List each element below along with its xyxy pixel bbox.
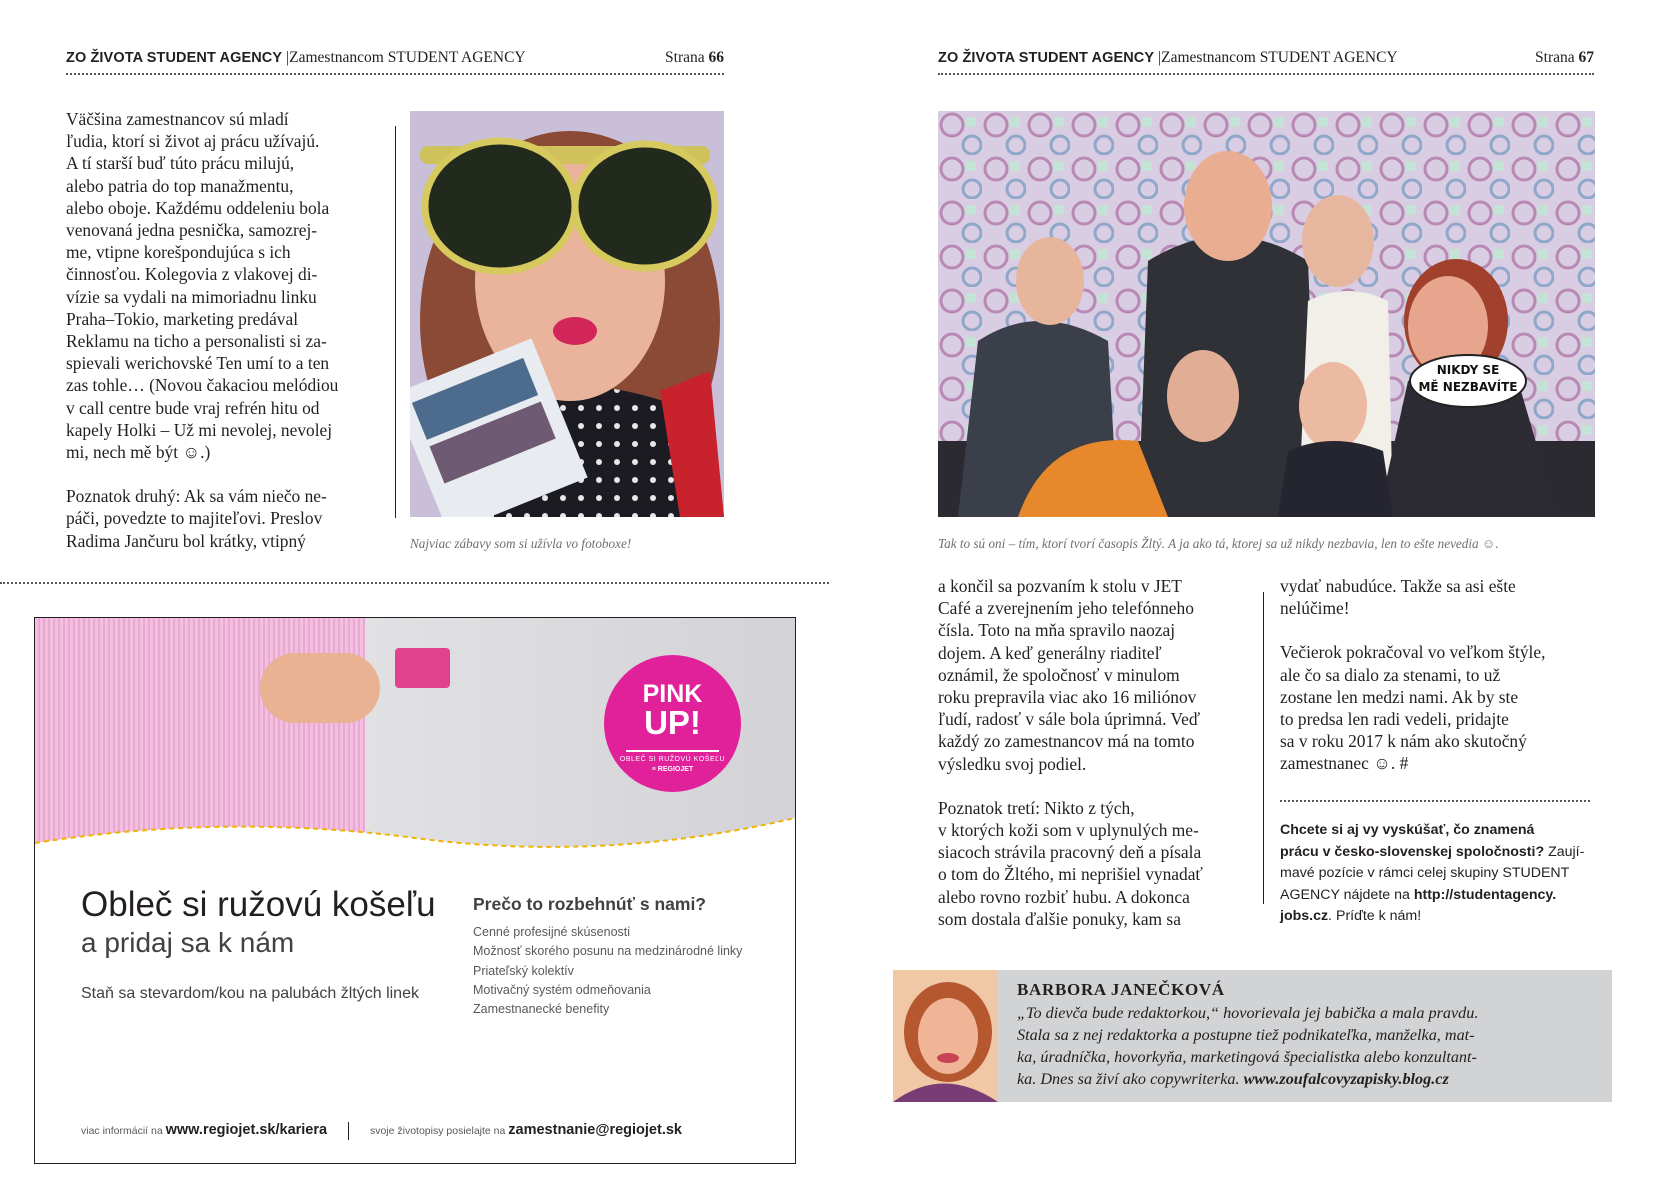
article-paragraph — [1280, 641, 1600, 774]
ad-benefit-item: Možnosť skorého posunu na medzinárodné linky — [473, 944, 743, 959]
text-line: ľudí, radosť v sále bola úprimná. Veď — [938, 709, 1201, 730]
text-line: Večierok pokračoval vo veľkom štýle, — [1280, 642, 1546, 663]
text-line: oznámil, že spoločnosť v minulom — [938, 664, 1180, 685]
text-line: zamestnanec ☺. # — [1280, 753, 1409, 774]
text-line: to predsa len radi vedeli, pridajte — [1280, 709, 1509, 730]
header-divider — [66, 73, 724, 75]
page-number-right: Strana 67 — [1535, 49, 1594, 66]
arm-graphic — [260, 653, 380, 723]
text-line: každý zo zamestnancov má na tomto — [938, 731, 1195, 752]
text-line: páči, povedzte to majiteľovi. Preslov — [66, 508, 323, 529]
student-agency-jobs-link[interactable]: http://studentagency. — [1413, 886, 1557, 903]
ad-benefits-list — [473, 923, 742, 1019]
author-bio: „To dievča bude redaktorkou,“ hovorievala jej babička a mala pravdu. Stala sa z nej redaktorka a postupne tiež podnikateľka, manželka, mat- ka, úradníčka, hovorkyňa, marketingová špecialistka alebo konzultant- ka. Dnes sa živí ako copywriterka. www.zoufalcovyzapisky.blog.cz — [1017, 1004, 1479, 1088]
article-paragraph — [66, 485, 386, 552]
text-line: Reklamu na ticho a personalisti si za- — [66, 331, 327, 352]
ad-subheadline: a pridaj sa k nám — [81, 927, 295, 958]
badge-small-text: OBLEČ SI RUŽOVÚ KOŠEĽU — [619, 756, 726, 763]
author-box — [893, 970, 1612, 1102]
author-photo — [893, 970, 998, 1102]
text-line: čísla. Toto na mňa spravilo naozaj — [938, 620, 1176, 641]
student-agency-jobs-link-cont[interactable]: jobs.cz — [1280, 908, 1329, 925]
article-paragraph — [938, 575, 1258, 775]
column-rule — [1263, 592, 1264, 904]
text-line: Väčšina zamestnancov sú mladí — [66, 109, 289, 129]
photobooth-photo — [410, 111, 724, 517]
text-line: o tom do Žltého, mi neprišiel vynadať — [938, 864, 1203, 885]
footer-separator — [348, 1122, 349, 1140]
running-head-section: ZO ŽIVOTA STUDENT AGENCY — [938, 50, 1155, 66]
text-line: v call centre bude vraj refrén hitu od — [66, 397, 320, 418]
running-head-left — [66, 48, 724, 70]
text-line: nelúčime! — [1280, 598, 1350, 619]
career-link[interactable]: www.regiojet.sk/kariera — [165, 1122, 328, 1138]
badge-line2: UP! — [644, 704, 701, 741]
text-line: zostane len medzi nami. Ak by ste — [1280, 686, 1519, 707]
author-website-link[interactable]: www.zoufalcovyzapisky.blog.cz — [1243, 1070, 1449, 1088]
badge-line1: PINK — [642, 680, 703, 708]
running-head-subtitle: Zamestnancom STUDENT AGENCY — [289, 49, 526, 66]
text-line: dojem. A keď generálny riaditeľ — [938, 642, 1162, 663]
ad-benefit-item: Priateľský kolektív — [473, 963, 574, 978]
text-line: sa v roku 2017 k nám ako skutočný — [1280, 731, 1527, 752]
team-photo — [938, 111, 1595, 517]
badge-rule — [626, 750, 719, 752]
text-line: kapely Holki – Už mi nevolej, nevolej — [66, 419, 333, 440]
text-line: roku prepravila viac ako 16 miliónov — [938, 687, 1197, 708]
ad-benefit-item: Cenné profesijné skúsenosti — [473, 925, 631, 939]
author-photo-illustration — [893, 970, 998, 1102]
column-rule — [395, 126, 396, 518]
text-line: A tí starší buď túto prácu milujú, — [66, 153, 295, 174]
career-call-to-action: Chcete si aj vy vyskúšať, čo znamená prácu v česko-slovenskej spoločnosti? Zaují- mavé pozície v rámci celej skupiny STUDENT AGENCY nájdete na http://studentagency. jobs.cz. Príďte k nám! — [1280, 822, 1585, 925]
text-line: ale čo sa dialo za stenami, to už — [1280, 664, 1501, 685]
photo-caption-right: Tak to sú oni – tím, ktorí tvorí časopis Žltý. A ja ako tá, ktorej sa už nikdy nezbavia, len to ešte nevedia ☺. — [938, 536, 1499, 551]
article-column-right-1 — [938, 575, 1258, 952]
section-divider — [0, 582, 829, 584]
article-paragraph — [938, 797, 1258, 930]
photo-sign-text: NIKDY SE — [1436, 363, 1500, 377]
text-line: venovaná jedna pesnička, samozrej- — [66, 220, 318, 241]
text-line: alebo rovno rozbiť hubu. A dokonca — [938, 886, 1190, 907]
text-line: siacoch strávila pracovný deň a písala — [938, 842, 1202, 863]
text-line: zas tohle… (Novou čakaciou melódiou — [66, 375, 339, 396]
text-line: me, vtipne korešpondujúca s ich — [66, 242, 291, 263]
running-head-right — [938, 48, 1594, 70]
text-line: v ktorých koži som v uplynulých me- — [938, 820, 1199, 841]
text-line: spievali werichovské Ten umí to a ten — [66, 353, 330, 374]
article-paragraph — [1280, 575, 1600, 619]
ad-headline: Obleč si ružovú košeľu — [81, 885, 436, 924]
ad-why-title: Prečo to rozbehnúť s nami? — [473, 894, 706, 914]
text-line: ľudia, ktorí si život aj prácu užívajú. — [66, 131, 320, 152]
text-line: Praha–Tokio, marketing predával — [66, 308, 299, 329]
ad-benefit-item: Motivačný systém odmeňovania — [473, 982, 651, 997]
regiojet-logo: ≡ REGIOJET — [651, 766, 694, 773]
header-divider — [938, 73, 1594, 75]
photobooth-photo-illustration — [410, 111, 724, 517]
text-line: Poznatok tretí: Nikto z tých, — [938, 797, 1135, 818]
regiojet-advertisement — [34, 617, 796, 1164]
text-line: výsledku svoj podiel. — [938, 753, 1087, 774]
page-number-left: Strana 66 — [665, 49, 724, 66]
article-paragraph — [66, 108, 386, 463]
text-line: vydať nabudúce. Takže sa asi ešte — [1280, 576, 1516, 596]
text-line: Poznatok druhý: Ak sa vám niečo ne- — [66, 486, 327, 507]
text-line: Café a zverejnením jeho telefónneho — [938, 598, 1194, 619]
ad-footer: viac informácií na www.regiojet.sk/kariera svoje životopisy posielajte na zamestnanie@regiojet.sk — [81, 1122, 682, 1140]
author-name: BARBORA JANEČKOVÁ — [1017, 980, 1225, 999]
article-column-right-2 — [1280, 575, 1600, 797]
text-line: alebo oboje. Každému oddeleniu bola — [66, 197, 330, 218]
photo-caption-left: Najviac zábavy som si užívla vo fotoboxe! — [410, 536, 632, 551]
text-line: Radima Jančuru bol krátky, vtipný — [66, 530, 306, 551]
team-photo-illustration — [938, 111, 1595, 517]
running-head-section: ZO ŽIVOTA STUDENT AGENCY — [66, 50, 283, 66]
text-line: alebo patria do top manažmentu, — [66, 175, 294, 196]
text-line: vízie sa vydali na mimoriadnu linku — [66, 286, 317, 307]
running-head-subtitle: Zamestnancom STUDENT AGENCY — [1161, 49, 1398, 66]
ad-benefit-item: Zamestnanecké benefity — [473, 1002, 610, 1017]
text-line: a končil sa pozvaním k stolu v JET — [938, 576, 1182, 596]
career-email-link[interactable]: zamestnanie@regiojet.sk — [508, 1122, 682, 1138]
article-column-left — [66, 108, 386, 574]
text-line: činnosťou. Kolegovia z vlakovej di- — [66, 264, 318, 285]
ad-tagline: Staň sa stevardom/kou na palubách žltých linek — [81, 985, 419, 1002]
pink-up-badge — [604, 655, 741, 792]
running-head-separator: | — [286, 49, 290, 66]
text-line: mi, nech mě být ☺.) — [66, 442, 211, 463]
cuff-graphic — [395, 648, 450, 688]
text-line: som dostala ďalšie ponuky, kam sa — [938, 908, 1181, 929]
cta-divider — [1280, 800, 1590, 802]
svg-text:MĚ NEZBAVÍTE: MĚ NEZBAVÍTE — [1418, 380, 1518, 394]
running-head-separator: | — [1158, 49, 1162, 66]
